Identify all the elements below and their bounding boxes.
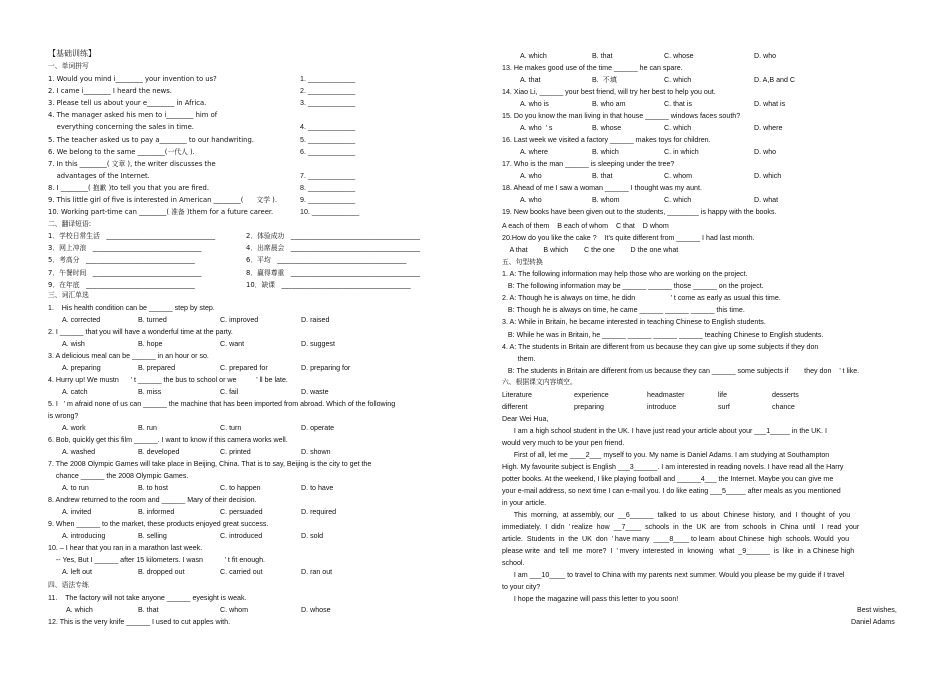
- question-stem: 10. – I hear that you ran in a marathon last week.: [48, 544, 203, 552]
- letter-line: article. Students in the UK don ’ have many ____8____ to learn about Chinese high schools. Would you: [502, 535, 850, 543]
- answer-option: D. waste: [301, 388, 329, 396]
- answer-option: C. persuaded: [220, 508, 263, 516]
- answer-blank: 10. ____________: [300, 208, 360, 217]
- answer-option: B. 不填: [592, 76, 617, 84]
- answer-option: D. what: [754, 196, 779, 204]
- answer-option: D. which: [754, 172, 782, 180]
- answer-option: D. where: [754, 124, 783, 132]
- answer-blank: 7. ____________: [300, 171, 356, 180]
- answer-option: A. corrected: [62, 316, 101, 324]
- answer-option: A. that: [520, 76, 541, 84]
- answer-option: D. shown: [301, 448, 331, 456]
- word-bank-item: introduce: [647, 403, 677, 411]
- answer-option: D. what is: [754, 100, 786, 108]
- letter-line: I am ___10____ to travel to China with my parents next summer. Would you please be my guide if I travel: [502, 571, 845, 579]
- phrase-item: 6．平均 ______________________________________: [246, 256, 407, 265]
- phrase-item: 4．出席晨会 ______________________________________: [246, 244, 420, 253]
- answer-option: A. which: [520, 52, 547, 60]
- question-stem: 5. I ’ m afraid none of us can ______ the machine that has been imported from abroad. Which of the following: [48, 400, 396, 408]
- answer-option: B. prepared: [138, 364, 176, 372]
- question-stem: 11. The factory will not take anyone ______ eyesight is weak.: [48, 594, 247, 602]
- right-column: [502, 53, 912, 683]
- letter-line: potter books. At the weekend, I like playing football and ______4___ the Internet. Maybe you can give me: [502, 475, 834, 483]
- spelling-question: everything concerning the sales in time.: [48, 123, 194, 132]
- question-stem: 15. Do you know the man living in that house ______ windows faces south?: [502, 112, 741, 120]
- question-stem-cont: -- Yes, But I ______ after 15 kilometers. I wasn ’ t fit enough.: [48, 556, 265, 564]
- answer-option: D. raised: [301, 316, 330, 324]
- question-20-options: A that B which C the one D the one what: [502, 246, 679, 254]
- answer-option: C. that is: [664, 100, 692, 108]
- letter-line: This morning, at assembly, our __6______ talked to us about Chinese history, and I thought of you: [502, 511, 851, 519]
- answer-option: A. who ’ s: [520, 124, 553, 132]
- section-heading-phrases: 二、翻译短语:: [48, 220, 92, 228]
- left-column: [48, 50, 448, 680]
- section-heading-grammar: 四、语法专练: [48, 581, 89, 589]
- question-stem: 8. Andrew returned to the room and ______ Mary of their decision.: [48, 496, 257, 504]
- question-stem: 16. Last week we visited a factory ______ makes toys for children.: [502, 136, 711, 144]
- spelling-question: 8. I ________( 抱歉 )to tell you that you are fired.: [48, 183, 209, 192]
- phrase-item: 3．网上冲浪 ________________________________: [48, 244, 202, 253]
- word-bank-item: desserts: [772, 391, 799, 399]
- answer-blank: 5. ____________: [300, 135, 356, 144]
- transform-line: B: Though he is always on time, he came ______ ______ ______ this time.: [502, 306, 745, 315]
- spelling-question: advantages of the Internet.: [48, 171, 150, 180]
- question-stem: 13. He makes good use of the time ______ he can spare.: [502, 64, 683, 72]
- section-title: 【基础训练】: [48, 49, 96, 58]
- spelling-question: 5. The teacher asked us to pay a________ to our handwriting.: [48, 135, 254, 144]
- section-heading-cloze: 六、根据课文内容填空。: [502, 378, 577, 386]
- transform-line: 1. A: The following information may help those who are working on the project.: [502, 270, 748, 278]
- answer-blank: 2. ____________: [300, 87, 356, 96]
- transform-line: 4. A: The students in Britain are different from us because they can give up some subjects if they don: [502, 342, 819, 351]
- answer-option: A. who: [520, 172, 542, 180]
- phrase-item: 10．缺课 ______________________________________: [246, 280, 411, 289]
- question-stem: 1. His health condition can be ______ step by step.: [48, 304, 215, 312]
- answer-option: D. whose: [301, 606, 331, 614]
- letter-line: please write and tell me more? I ’ mvery interested in knowing what _9______ is like in a Chinese high: [502, 547, 855, 555]
- answer-option: C. prepared for: [220, 364, 268, 372]
- answer-blank: 1. ____________: [300, 75, 356, 83]
- spelling-question: 2. I came i________ I heard the news.: [48, 87, 172, 96]
- phrase-item: 2．体验成功 ______________________________________: [246, 232, 420, 240]
- answer-option: A. preparing: [62, 364, 101, 372]
- spelling-question: 4. The manager asked his men to i________ him of: [48, 111, 218, 120]
- letter-signature: Daniel Adams: [851, 618, 895, 626]
- answer-option: C. in which: [664, 148, 699, 156]
- phrase-item: 1．学校日常生活 ________________________________: [48, 232, 216, 240]
- letter-line: immediately. I didn ’ realize how __7____ schools in the UK are from schools in China until I read your: [502, 523, 860, 531]
- answer-option: B. miss: [138, 388, 162, 396]
- answer-option: D. preparing for: [301, 364, 351, 372]
- spelling-question: 7. In this ________( 文章 ), the writer discusses the: [48, 159, 216, 168]
- answer-option: B. whose: [592, 124, 622, 132]
- letter-line: High. My favourite subject is English ___3______. I am interested in reading novels. I have read all the Harry: [502, 463, 844, 471]
- answer-option: B. hope: [138, 340, 163, 348]
- question-stem-cont: chance ______ the 2008 Olympic Games.: [48, 472, 189, 480]
- answer-option: C. whom: [220, 606, 248, 614]
- answer-option: B. whom: [592, 196, 620, 204]
- answer-blank: 3. ____________: [300, 99, 356, 108]
- question-stem: 19. New books have been given out to the students, ________ is happy with the books.: [502, 208, 777, 216]
- word-bank-item: surf: [718, 403, 730, 411]
- question-stem: 12. This is the very knife ______ I used to cut apples with.: [48, 618, 231, 626]
- answer-option: A. who is: [520, 100, 549, 108]
- answer-option: A. introducing: [62, 532, 106, 540]
- word-bank-item: headmaster: [647, 391, 685, 399]
- spelling-question: 3. Please tell us about your e________ in Africa.: [48, 99, 207, 108]
- question-stem: 14. Xiao Li, ______ your best friend, will try her best to help you out.: [502, 88, 716, 96]
- answer-option: D. operate: [301, 424, 335, 432]
- answer-option: B. that: [592, 172, 613, 180]
- answer-option: D. who: [754, 52, 777, 60]
- answer-option: C. which: [664, 124, 692, 132]
- answer-option: A. work: [62, 424, 86, 432]
- phrase-item: 8．赢得尊重 ______________________________________: [246, 268, 420, 277]
- answer-option: C. whom: [664, 172, 692, 180]
- spelling-question: 10. Working part-time can ________( 准备 )them for a future career.: [48, 208, 274, 217]
- question-stem: 17. Who is the man ______ is sleeping under the tree?: [502, 160, 675, 168]
- question-stem: 6. Bob, quickly get this film ______. I want to know if this camera works well.: [48, 436, 288, 444]
- question-stem-cont: is wrong?: [48, 412, 79, 420]
- transform-line: B: While he was in Britain, he ______ ______ ______ ______ teaching Chinese to English students.: [502, 330, 824, 339]
- phrase-item: 9．在年底 ________________________________: [48, 280, 195, 289]
- answer-option: B. run: [138, 424, 157, 432]
- answer-blank: 8. ____________: [300, 183, 356, 192]
- question-stem: 18. Ahead of me I saw a woman ______ I thought was my aunt.: [502, 184, 702, 192]
- spelling-question: 9. This little girl of five is interested in American ________( 文学 ).: [48, 196, 277, 204]
- answer-option: A. left out: [62, 568, 92, 576]
- answer-option: D. who: [754, 148, 777, 156]
- transform-line: them.: [502, 354, 536, 363]
- answer-option: D. sold: [301, 532, 324, 540]
- answer-option: C. carried out: [220, 568, 263, 576]
- question-stem: 7. The 2008 Olympic Games will take place in Beijing, China. That is to say, Beijing is the city to get the: [48, 460, 372, 468]
- answer-option: D. to have: [301, 484, 334, 492]
- answer-option: B. selling: [138, 532, 167, 540]
- letter-closing: Best wishes,: [857, 606, 897, 614]
- answer-option: B. who am: [592, 100, 626, 108]
- answer-option: C. which: [664, 196, 692, 204]
- answer-option: A. invited: [62, 508, 92, 516]
- letter-line: I hope the magazine will pass this letter to you soon!: [502, 595, 679, 603]
- answer-option: A. to run: [62, 484, 89, 492]
- question-19-options: A each of them B each of whom C that D whom: [502, 222, 669, 230]
- answer-option: B. that: [138, 606, 159, 614]
- phrase-item: 5．考高分 ________________________________: [48, 256, 195, 265]
- answer-option: B. that: [592, 52, 613, 60]
- letter-line: your e-mail address, so next time I can e-mail you. I do like eating ___5_____ after meals as you mentioned: [502, 487, 841, 495]
- answer-option: B. dropped out: [138, 568, 185, 576]
- letter-line: would very much to be your pen friend.: [502, 439, 625, 447]
- question-stem: 2. I ______ that you will have a wonderful time at the party.: [48, 328, 233, 336]
- answer-option: A. who: [520, 196, 542, 204]
- section-heading-spelling: 一、单词拼写: [48, 62, 89, 70]
- answer-option: B. developed: [138, 448, 180, 456]
- word-bank-item: chance: [772, 403, 795, 411]
- answer-option: D. required: [301, 508, 337, 516]
- transform-line: 2. A: Though he is always on time, he didn ’ t come as early as usual this time.: [502, 294, 781, 303]
- question-stem: 9. When ______ to the market, these products enjoyed great success.: [48, 520, 269, 528]
- section-heading-vocab: 三、词汇单选: [48, 291, 89, 299]
- word-bank-item: different: [502, 403, 528, 411]
- answer-option: C. want: [220, 340, 245, 348]
- phrase-item: 7．午餐时间 ________________________________: [48, 268, 202, 277]
- answer-option: C. introduced: [220, 532, 263, 540]
- word-bank-item: Literature: [502, 391, 532, 399]
- word-bank-item: experience: [574, 391, 609, 399]
- letter-line: Dear Wei Hua,: [502, 415, 549, 423]
- answer-option: C. fail: [220, 388, 239, 396]
- answer-blank: 6. ____________: [300, 147, 356, 156]
- letter-line: First of all, let me ____2___ myself to you. My name is Daniel Adams. I am studying at Southampton: [502, 451, 830, 459]
- answer-option: C. turn: [220, 424, 242, 432]
- spelling-question: 6. We belong to the same ________(一代人 ).: [48, 147, 195, 156]
- answer-option: C. whose: [664, 52, 694, 60]
- question-stem: 3. A delicious meal can be ______ in an hour or so.: [48, 352, 209, 360]
- section-heading-transform: 五、句型转换: [502, 258, 543, 266]
- answer-option: B. which: [592, 148, 619, 156]
- answer-option: D. ran out: [301, 568, 333, 576]
- letter-line: in your article.: [502, 499, 547, 507]
- answer-option: C. which: [664, 76, 692, 84]
- answer-option: A. wish: [62, 340, 85, 348]
- answer-option: A. where: [520, 148, 548, 156]
- transform-line: B: The students in Britain are different from us because they can ______ some subjects if they don ’ t like.: [502, 366, 860, 375]
- answer-option: A. which: [66, 606, 93, 614]
- transform-line: B: The following information may be ______ ______ those ______ on the project.: [502, 282, 764, 291]
- question-20: 20.How do you like the cake ? It’s quite different from ______ I had last month.: [502, 234, 755, 242]
- answer-option: B. turned: [138, 316, 167, 324]
- answer-option: A. washed: [62, 448, 96, 456]
- answer-blank: 9. ____________: [300, 196, 356, 204]
- letter-line: I am a high school student in the UK. I have just read your article about your ___1_____ in the UK. I: [502, 427, 827, 435]
- answer-option: C. to happen: [220, 484, 261, 492]
- spelling-question: 1. Would you mind i________ your invention to us?: [48, 75, 217, 83]
- answer-option: B. informed: [138, 508, 175, 516]
- letter-line: school.: [502, 559, 525, 567]
- word-bank-item: preparing: [574, 403, 604, 411]
- word-bank-item: life: [718, 391, 728, 399]
- answer-option: D. suggest: [301, 340, 335, 348]
- answer-option: B. to host: [138, 484, 168, 492]
- answer-option: A. catch: [62, 388, 88, 396]
- answer-option: C. printed: [220, 448, 251, 456]
- answer-option: C. improved: [220, 316, 259, 324]
- letter-line: to your city?: [502, 583, 541, 591]
- answer-blank: 4. ____________: [300, 123, 356, 132]
- question-stem: 4. Hurry up! We mustn ’ t ______ the bus to school or we ’ ll be late.: [48, 376, 288, 384]
- transform-line: 3. A: While in Britain, he became interested in teaching Chinese to English students.: [502, 318, 766, 327]
- answer-option: D. A,B and C: [754, 76, 796, 84]
